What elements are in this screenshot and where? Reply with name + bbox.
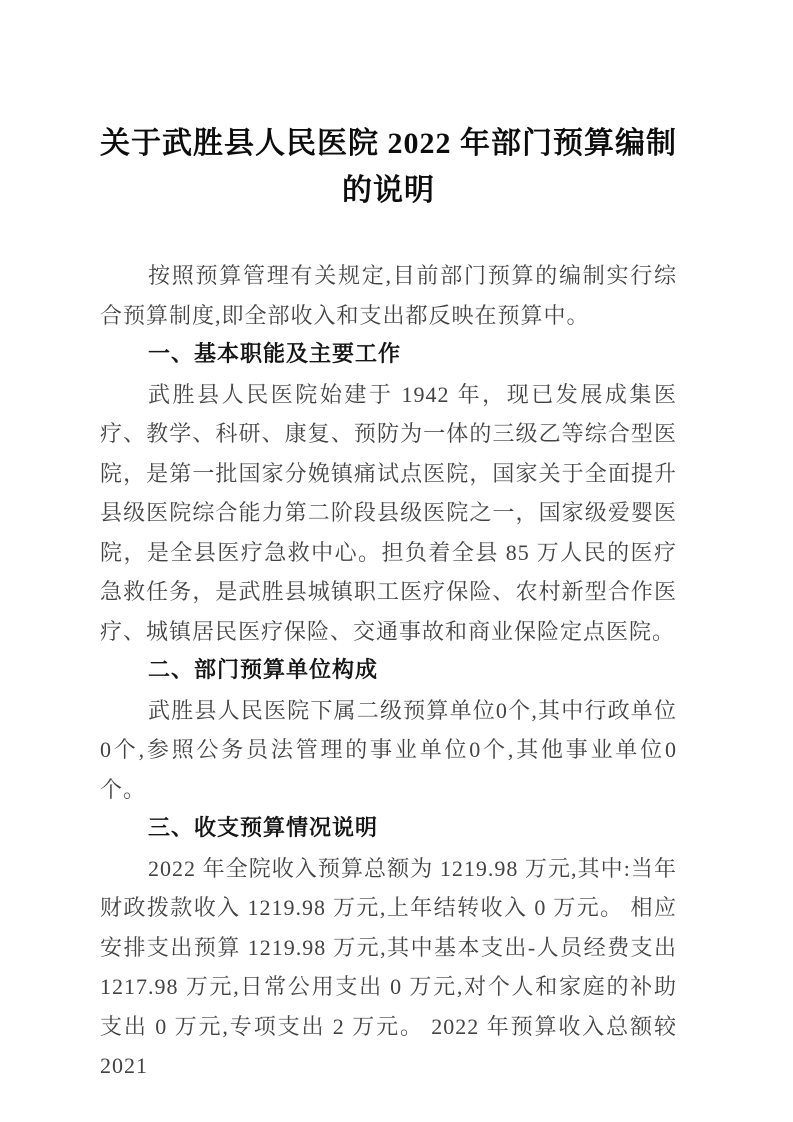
document-body	[100, 256, 677, 1086]
section-heading: 二、部门预算单位构成	[148, 658, 379, 683]
document-paragraph: 按照预算管理有关规定,目前部门预算的编制实行综合预算制度,即全部收入和支出都反映在预算中。	[100, 263, 677, 328]
section-heading: 三、收支预算情况说明	[148, 816, 379, 841]
document-title-line2: 的说明	[342, 174, 435, 207]
document-paragraph: 2022 年全院收入预算总额为 1219.98 万元,其中:当年财政拨款收入 1219.98 万元,上年结转收入 0 万元。 相应安排支出预算 1219.98 万元,其中基本支出-人员经费支出 1217.98 万元,日常公用支出 0 万元,对个人和家庭的补助支出 0 万元,专项支出 2 万元。 2022 年预算收入总额较 2021	[100, 855, 677, 1078]
document-paragraph: 武胜县人民医院下属二级预算单位0个,其中行政单位0个,参照公务员法管理的事业单位0个,其他事业单位0个。	[100, 697, 677, 802]
document-title	[100, 120, 677, 214]
section-heading: 一、基本职能及主要工作	[148, 342, 402, 367]
document-title-line1: 关于武胜县人民医院 2022 年部门预算编制	[100, 127, 677, 160]
document-paragraph: 武胜县人民医院始建于 1942 年，现已发展成集医疗、教学、科研、康复、预防为一体的三级乙等综合型医院，是第一批国家分娩镇痛试点医院，国家关于全面提升县级医院综合能力第二阶段县级医院之一，国家级爱婴医院，是全县医疗急救中心。担负着全县 85 万人民的医疗急救任务，是武胜县城镇职工医疗保险、农村新型合作医疗、城镇居民医疗保险、交通事故和商业保险定点医院。	[100, 381, 677, 644]
